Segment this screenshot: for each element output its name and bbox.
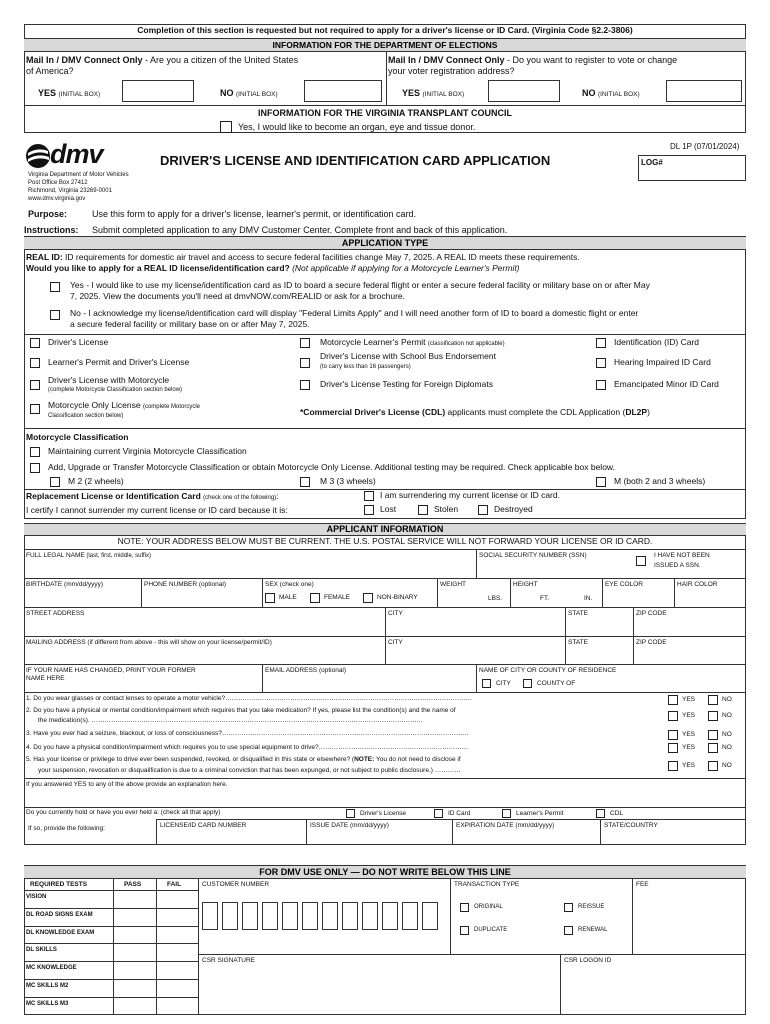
question-3: 3. Have you ever had a seizure, blackout, or loss of consciousness?…………………………………………………………………………………………………… [26,730,469,737]
test-row-divider [24,926,198,927]
instructions-label: Instructions: [24,225,79,235]
required-test-label: VISION [26,894,47,900]
mailing-state-label: STATE [568,639,588,646]
q3-no-label: NO [722,731,732,738]
sex-male-checkbox[interactable] [265,593,275,603]
lost-checkbox[interactable] [364,505,374,515]
mailing-address-field[interactable] [26,648,382,664]
application-type-header: APPLICATION TYPE [24,237,746,249]
type-moto-learner-checkbox[interactable] [300,338,310,348]
type-learners-permit-label: Learner's Permit and Driver's License [48,357,190,367]
q5-no-checkbox[interactable] [708,761,718,771]
phone-field[interactable] [144,590,260,606]
eye-color-label: EYE COLOR [605,581,643,588]
elections-header: INFORMATION FOR THE DEPARTMENT OF ELECTIONS [24,39,746,51]
moto-m-label: M (both 2 and 3 wheels) [614,476,706,486]
purpose-label: Purpose: [28,209,68,219]
required-test-label: DL SKILLS [26,947,57,954]
transaction-renewal-checkbox[interactable] [564,926,573,935]
type-school-bus-label: Driver's License with School Bus Endorsement [320,351,496,361]
q4-no-checkbox[interactable] [708,743,718,753]
moto-m2-checkbox[interactable] [50,477,60,487]
type-id-card-label: Identification (ID) Card [614,337,700,347]
held-cdl-checkbox[interactable] [596,809,605,818]
type-drivers-license-checkbox[interactable] [30,338,40,348]
q5-yes-checkbox[interactable] [668,761,678,771]
held-id-label: ID Card [448,810,471,817]
birthdate-label: BIRTHDATE (mm/dd/yyyy) [26,581,104,588]
explanation-field[interactable] [26,790,742,806]
citizen-no-label: NO (INITIAL BOX) [220,88,278,98]
height-label: HEIGHT [513,581,538,588]
dmv-website: www.dmv.virginia.gov [28,196,86,202]
voter-question: Mail In / DMV Connect Only - Do you want to register to vote or change [388,55,678,65]
customer-number-digit-box[interactable] [222,902,238,930]
former-name-label-cont: NAME HERE [26,675,65,682]
transaction-duplicate-checkbox[interactable] [460,926,469,935]
surrender-label: I am surrendering my current license or ID card. [380,490,560,500]
sex-male-label: MALE [279,594,297,601]
no-ssn-label: I HAVE NOT BEEN [654,552,710,559]
held-cdl-label: CDL [610,810,624,817]
transaction-type-label: TRANSACTION TYPE [454,881,520,888]
full-name-label: FULL LEGAL NAME (last, first, middle, suffix) [26,552,152,559]
realid-question: Would you like to apply for a REAL ID license/identification card? (Not applicable if applying for a Motorcycle Learner's Permit) [26,263,520,273]
customer-number-label: CUSTOMER NUMBER [202,881,270,888]
q3-no-checkbox[interactable] [708,730,718,740]
certify-text: I certify I cannot surrender my current license or ID card because it is: [26,505,288,515]
q2-no-label: NO [722,712,732,719]
realid-yes-text: Yes - I would like to use my license/identification card as ID to board a secure federal flight or enter a secure federal facility or military base on or after May [70,280,650,290]
voter-question-cont: your voter registration address? [388,66,515,76]
customer-number-digit-box[interactable] [342,902,358,930]
type-drivers-license-label: Driver's License [48,337,109,347]
sex-female-checkbox[interactable] [310,593,320,603]
mailing-city-label: CITY [388,639,403,646]
weight-unit: LBS. [488,595,503,602]
citizen-no-initial-box[interactable] [304,80,382,102]
transaction-reissue-checkbox[interactable] [564,903,573,912]
street-city-label: CITY [388,610,403,617]
realid-yes-checkbox[interactable] [50,282,60,292]
surrender-checkbox[interactable] [364,491,374,501]
csr-signature-label: CSR SIGNATURE [202,957,255,964]
phone-label: PHONE NUMBER (optional) [144,581,226,588]
moto-maintain-checkbox[interactable] [30,447,40,457]
q4-no-label: NO [722,744,732,751]
test-row-divider [24,997,198,998]
q2-yes-label: YES [682,712,696,719]
q1-no-checkbox[interactable] [708,695,718,705]
voter-no-label: NO (INITIAL BOX) [582,88,640,98]
street-state-label: STATE [568,610,588,617]
motorcycle-classification-header: Motorcycle Classification [26,432,129,442]
type-motorcycle-only-note: Classification section below) [48,413,124,419]
destroyed-checkbox[interactable] [478,505,488,515]
customer-number-digit-box[interactable] [322,902,338,930]
test-row-divider [24,943,198,944]
q1-yes-label: YES [682,696,696,703]
test-row-divider [24,979,198,980]
donor-label: Yes, I would like to become an organ, eye and tissue donor. [238,122,476,132]
held-dl-label: Driver's License [360,810,407,817]
required-tests-header: REQUIRED TESTS [30,881,88,888]
citizen-yes-initial-box[interactable] [122,80,194,102]
q4-yes-checkbox[interactable] [668,743,678,753]
q1-no-label: NO [722,696,732,703]
instructions-text: Submit completed application to any DMV Customer Center. Complete front and back of this application. [92,225,508,235]
required-test-label: DL KNOWLEDGE EXAM [26,929,95,936]
realid-no-checkbox[interactable] [50,310,60,320]
voter-no-initial-box[interactable] [666,80,742,102]
type-motorcycle-only-label: Motorcycle Only License (complete Motorcycle [48,400,200,410]
q3-yes-checkbox[interactable] [668,730,678,740]
moto-maintain-label: Maintaining current Virginia Motorcycle Classification [48,446,247,456]
type-emancipated-minor-label: Emancipated Minor ID Card [614,379,719,389]
application-form [24,24,746,1016]
citizen-question-cont: of America? [26,66,74,76]
moto-m2-label: M 2 (2 wheels) [68,476,124,486]
ssn-label: SOCIAL SECURITY NUMBER (SSN) [479,552,587,559]
elections-top-note: Completion of this section is requested but not required to apply for a driver's license or ID Card. (Virginia Code §2.2-3806) [137,25,633,35]
issue-date-label: ISSUE DATE (mm/dd/yyyy) [310,822,389,829]
csr-logon-label: CSR LOGON ID [564,957,612,964]
hair-color-label: HAIR COLOR [677,581,718,588]
held-lp-label: Learner's Permit [516,810,564,817]
type-school-bus-note: (to carry less than 16 passengers) [320,364,411,370]
street-address-field[interactable] [26,619,382,635]
voter-yes-initial-box[interactable] [488,80,560,102]
weight-label: WEIGHT [440,581,466,588]
citizen-question: Mail In / DMV Connect Only - Are you a citizen of the United States [26,55,299,65]
q2-yes-checkbox[interactable] [668,711,678,721]
former-name-label: IF YOUR NAME HAS CHANGED, PRINT YOUR FORMER [26,667,196,674]
type-learners-permit-checkbox[interactable] [30,358,40,368]
type-id-card-checkbox[interactable] [596,338,606,348]
cdl-note: *Commercial Driver's License (CDL) applicants must complete the CDL Application (DL2P) [300,407,650,417]
question-5-cont: your suspension, revocation or disqualification is due to a criminal conviction that has been expunged, or not subject to public disclosure.) ………… [38,767,461,774]
test-row-divider [24,961,198,962]
citizen-yes-label: YES (INITIAL BOX) [38,88,101,98]
pass-header: PASS [124,881,142,888]
sex-label: SEX (check one) [265,581,314,588]
applicant-header: APPLICANT INFORMATION [24,524,746,535]
moto-m3-label: M 3 (3 wheels) [320,476,376,486]
birthdate-field[interactable] [26,590,138,606]
customer-number-digit-box[interactable] [262,902,278,930]
type-emancipated-minor-checkbox[interactable] [596,380,606,390]
sex-female-label: FEMALE [324,594,351,601]
customer-number-digit-box[interactable] [382,902,398,930]
dmv-use-header: FOR DMV USE ONLY — DO NOT WRITE BELOW THIS LINE [24,866,746,878]
customer-number-digit-box[interactable] [362,902,378,930]
transaction-original-label: ORIGINAL [474,904,503,910]
replacement-header: Replacement License or Identification Card (check one of the following): [26,491,279,501]
mailing-address-label: MAILING ADDRESS (if different from above - this will show on your license/permit/ID) [26,639,272,646]
log-number-label: LOG# [641,158,663,167]
dmv-logo [24,141,124,171]
mailing-zip-label: ZIP CODE [636,639,667,646]
type-dl-motorcycle-label: Driver's License with Motorcycle [48,375,170,385]
email-label: EMAIL ADDRESS (optional) [265,667,347,674]
customer-number-digit-box[interactable] [302,902,318,930]
transaction-renewal-label: RENEWAL [578,927,608,933]
question-2: 2. Do you have a physical or mental condition/impairment which requires that you take medication? If yes, please list the condition(s) and the name of [26,707,456,714]
residence-county-label: COUNTY OF [537,680,576,687]
fee-label: FEE [636,881,649,888]
customer-number-digit-box[interactable] [402,902,418,930]
moto-m-checkbox[interactable] [596,477,606,487]
state-country-label: STATE/COUNTRY [604,822,658,829]
street-zip-label: ZIP CODE [636,610,667,617]
realid-no-text-cont: a secure federal facility or military base on or after May 7, 2025. [70,319,310,329]
destroyed-label: Destroyed [494,504,533,514]
q3-yes-label: YES [682,731,696,738]
required-test-label: MC SKILLS M3 [26,1000,69,1007]
type-dl-motorcycle-note: (complete Motorcycle Classification section below) [48,387,183,393]
transaction-duplicate-label: DUPLICATE [474,927,508,933]
explanation-label: If you answered YES to any of the above provide an explanation here. [26,781,228,788]
held-question: Do you currently hold or have you ever held a: (check all that apply) [26,809,221,816]
required-test-label: MC SKILLS M2 [26,983,69,989]
height-in-unit: IN. [584,595,593,602]
question-1: 1. Do you wear glasses or contact lenses to operate a motor vehicle?…………………………………………………………………………………………………… [26,695,473,702]
realid-no-text: No - I acknowledge my license/identification card will display "Federal Limits Apply" and I will need another form of ID to board a domestic flight or enter [70,308,639,318]
held-lp-checkbox[interactable] [502,809,511,818]
question-4: 4. Do you have a physical condition/impairment which requires you to use special equipment to drive?…………………………………………………………… [26,744,469,751]
residence-city-label: CITY [496,680,511,687]
type-moto-learner-label: Motorcycle Learner's Permit (classification not applicable) [320,337,505,347]
donor-checkbox[interactable] [220,121,232,133]
fail-header: FAIL [167,881,182,888]
type-diplomats-checkbox[interactable] [300,380,310,390]
required-test-label: DL ROAD SIGNS EXAM [26,911,93,918]
no-ssn-checkbox[interactable] [636,556,646,566]
if-so-label: If so, provide the following: [28,825,105,832]
required-test-label: MC KNOWLEDGE [26,965,77,972]
held-id-checkbox[interactable] [434,809,443,818]
moto-m3-checkbox[interactable] [300,477,310,487]
test-row-divider [24,908,198,909]
sex-nonbinary-label: NON-BINARY [377,594,418,601]
question-5: 5. Has your license or privilege to drive ever been suspended, revoked, or disqualified in this state or elsewhere? (NOTE: You do not need to disclose if [26,756,461,763]
transplant-header: INFORMATION FOR THE VIRGINIA TRANSPLANT COUNCIL [258,108,512,118]
customer-number-digit-box[interactable] [282,902,298,930]
email-field[interactable] [265,676,475,691]
moto-add-label: Add, Upgrade or Transfer Motorcycle Classification or obtain Motorcycle Only License. Additional testing may be required. Check applicable box below. [48,462,615,472]
type-motorcycle-only-checkbox[interactable] [30,404,40,414]
realid-yes-text-cont: 7, 2025. View the documents you'll need at dmvNOW.com/REALID or ask for a brochure. [70,291,406,301]
type-diplomats-label: Driver's License Testing for Foreign Diplomats [320,379,493,389]
customer-number-digit-box[interactable] [242,902,258,930]
transaction-original-checkbox[interactable] [460,903,469,912]
moto-add-checkbox[interactable] [30,463,40,473]
type-dl-motorcycle-checkbox[interactable] [30,380,40,390]
residence-city-checkbox[interactable] [482,679,491,688]
dmv-address-line2: Post Office Box 27412 [28,180,88,186]
form-title: DRIVER'S LICENSE AND IDENTIFICATION CARD APPLICATION [160,153,551,168]
q2-no-checkbox[interactable] [708,711,718,721]
customer-number-digit-box[interactable] [202,902,218,930]
street-address-label: STREET ADDRESS [26,610,85,617]
ssn-field[interactable] [479,561,629,577]
stolen-label: Stolen [434,504,459,514]
no-ssn-label-cont: ISSUED A SSN. [654,562,701,569]
held-dl-checkbox[interactable] [346,809,355,818]
q1-yes-checkbox[interactable] [668,695,678,705]
purpose-text: Use this form to apply for a driver's license, learner's permit, or identification card. [92,209,417,219]
license-number-label: LICENSE/ID CARD NUMBER [160,822,247,829]
voter-yes-label: YES (INITIAL BOX) [402,88,465,98]
height-ft-unit: FT. [540,595,550,602]
type-school-bus-checkbox[interactable] [300,358,310,368]
realid-info: REAL ID: ID requirements for domestic air travel and access to secure federal facilities change May 7, 2025. A REAL ID meets these requirements. [26,252,580,262]
residence-county-checkbox[interactable] [523,679,532,688]
dmv-address-line1: Virginia Department of Motor Vehicles [28,172,129,178]
dmv-logo-text: dmv [50,139,103,169]
lost-label: Lost [380,504,397,514]
q4-yes-label: YES [682,744,696,751]
address-note: NOTE: YOUR ADDRESS BELOW MUST BE CURRENT. THE U.S. POSTAL SERVICE WILL NOT FORWARD YOUR LICENSE OR ID CARD. [117,536,653,546]
dmv-address-line3: Richmond, Virginia 23269-0001 [28,188,112,194]
type-hearing-impaired-label: Hearing Impaired ID Card [614,357,711,367]
stolen-checkbox[interactable] [418,505,428,515]
customer-number-digit-box[interactable] [422,902,438,930]
q5-no-label: NO [722,762,732,769]
q5-yes-label: YES [682,762,696,769]
residence-label: NAME OF CITY OR COUNTY OF RESIDENCE [479,667,617,674]
question-2-cont: the medication(s). ……………………………………………………………………………………………………………………………………… [38,717,423,724]
transaction-reissue-label: REISSUE [578,904,605,910]
type-hearing-impaired-checkbox[interactable] [596,358,606,368]
sex-nonbinary-checkbox[interactable] [363,593,373,603]
expiration-date-label: EXPIRATION DATE (mm/dd/yyyy) [456,822,555,829]
full-name-field[interactable] [26,561,474,577]
form-number: DL 1P (07/01/2024) [670,142,740,151]
